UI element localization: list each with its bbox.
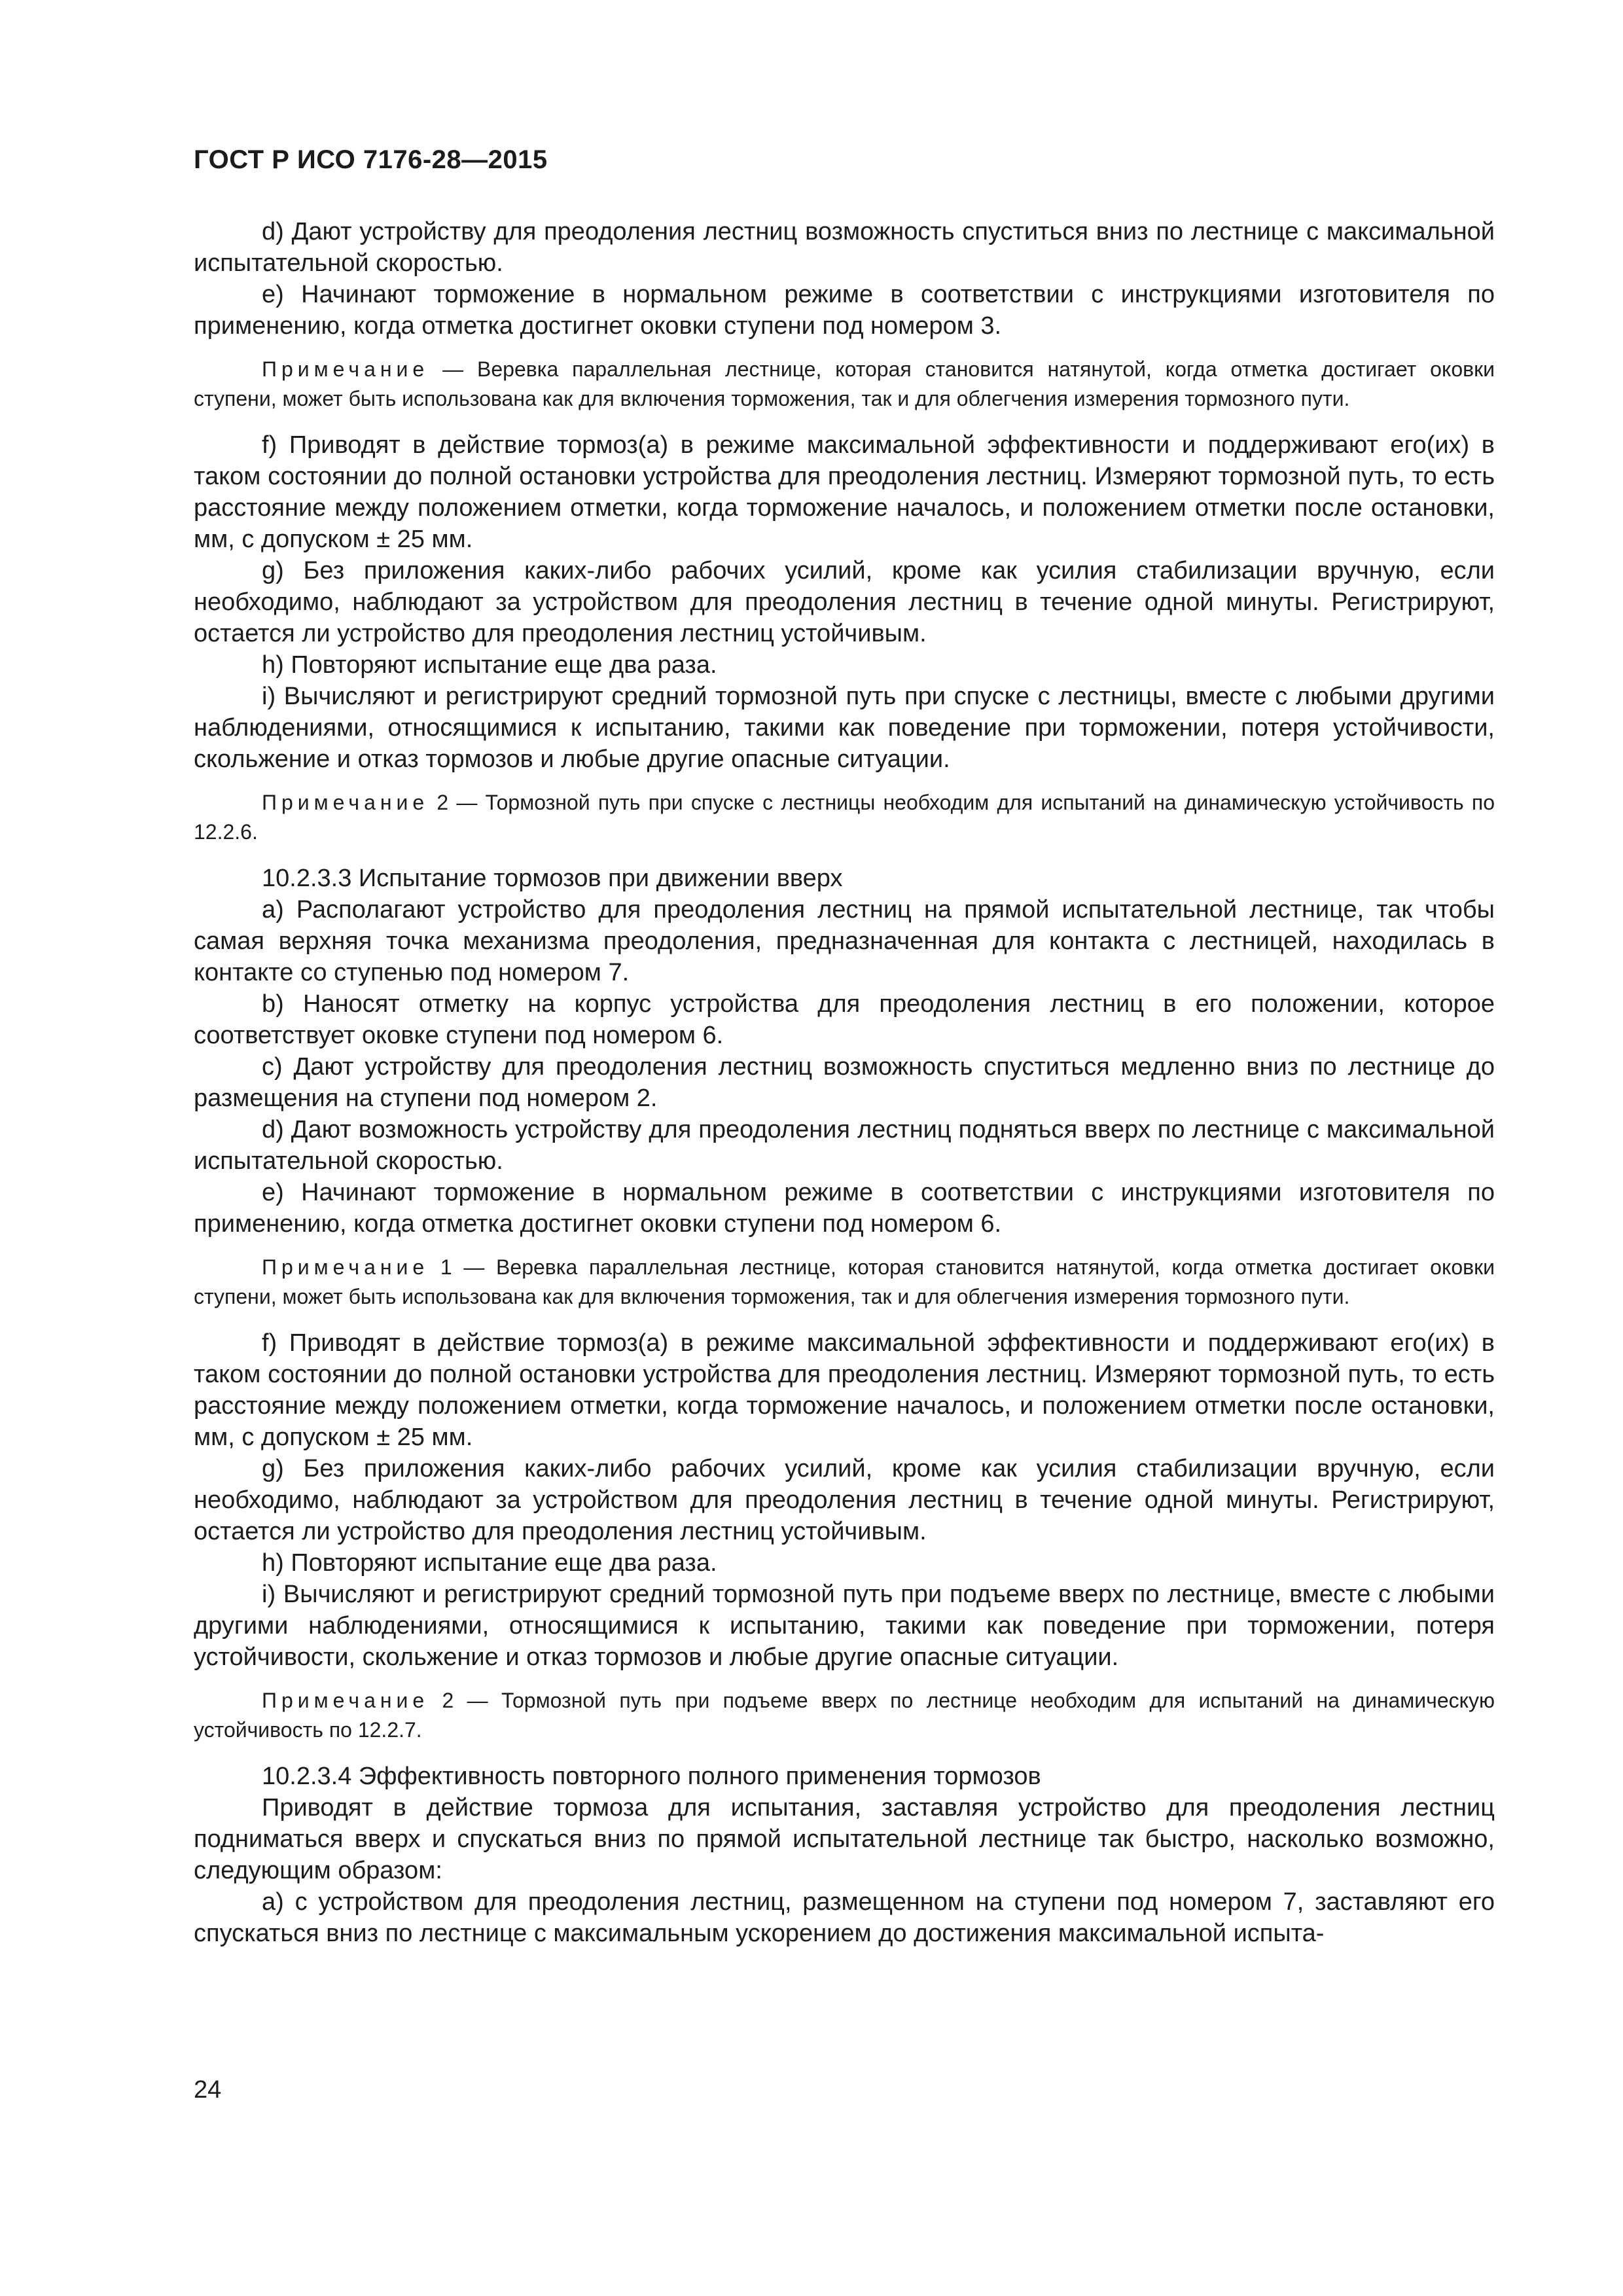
paragraph-a-descend-acceleration: a) с устройством для преодоления лестниц, размещенном на ступени под номером 7, заставляют его спускаться вниз по лестнице с максимальным ускорением до достижения максимальной испыта- <box>194 1888 1495 1947</box>
document-body <box>194 216 1495 1949</box>
note-label: Примечание <box>262 357 429 381</box>
section-heading-10-2-3-3: 10.2.3.3 Испытание тормозов при движении вверх <box>262 865 843 892</box>
note-text: — Веревка параллельная лестнице, которая становится натянутой, когда отметка достигает оковки ступени, может быть использована как для включения торможения, так и для облегчения измерения тормозного пути. <box>194 357 1495 410</box>
paragraph-i-calculate-descent: i) Вычисляют и регистрируют средний тормозной путь при спуске с лестницы, вместе с любыми другими наблюдениями, относящимися к испытанию, такими как поведение при торможении, потеря устойчивости, скольжение и отказ тормозов и любые другие опасные ситуации. <box>194 683 1495 773</box>
note-rope <box>194 355 1495 414</box>
paragraph-e-braking-step-6: e) Начинают торможение в нормальном режиме в соответствии с инструкциями изготовителя по применению, когда отметка достигнет оковки ступени под номером 6. <box>194 1179 1495 1238</box>
paragraph-g-observe-stability: g) Без приложения каких-либо рабочих усилий, кроме как усилия стабилизации вручную, если необходимо, наблюдают за устройством для преодоления лестниц в течение одной минуты. Регистрируют, остается ли устройство для преодоления лестниц устойчивым. <box>194 557 1495 647</box>
page-number: 24 <box>194 2076 222 2104</box>
note-rope-2 <box>194 1253 1495 1312</box>
paragraph-a-position: a) Располагают устройство для преодоления лестниц на прямой испытательной лестнице, так чтобы самая верхняя точка механизма преодоления, предназначенная для контакта с лестницей, находилась в контакте со ступенью под номером 7. <box>194 896 1495 986</box>
note-text: 1 — Веревка параллельная лестнице, которая становится натянутой, когда отметка достигает оковки ступени, может быть использована как для включения торможения, так и для облегчения измерения тормозного пути. <box>194 1255 1495 1308</box>
note-braking-distance-ascent <box>194 1686 1495 1745</box>
note-braking-distance-descent <box>194 788 1495 847</box>
note-label: Примечание <box>262 1255 429 1279</box>
paragraph-f-brake-max-2: f) Приводят в действие тормоз(а) в режиме максимальной эффективности и поддерживают его(их) в таком состоянии до полной остановки устройства для преодоления лестниц. Измеряют тормозной путь, то есть расстояние между положением отметки, когда торможение началось, и положением отметки после остановки, мм, с допуском ± 25 мм. <box>194 1329 1495 1451</box>
paragraph-b-mark: b) Наносят отметку на корпус устройства для преодоления лестниц в его положении, которое соответствует оковке ступени под номером 6. <box>194 990 1495 1049</box>
paragraph-h-repeat-2: h) Повторяют испытание еще два раза. <box>262 1549 717 1577</box>
paragraph-f-brake-max: f) Приводят в действие тормоз(а) в режиме максимальной эффективности и поддерживают его(их) в таком состоянии до полной остановки устройства для преодоления лестниц. Измеряют тормозной путь, то есть расстояние между положением отметки, когда торможение началось, и положением отметки после остановки, мм, с допуском ± 25 мм. <box>194 431 1495 553</box>
paragraph-d-ascend: d) Дают возможность устройству для преодоления лестниц подняться вверх по лестнице с максимальной испытательной скоростью. <box>194 1116 1495 1175</box>
note-label: Примечание <box>262 791 429 814</box>
paragraph-c-descend-slowly: c) Дают устройству для преодоления лестниц возможность спуститься медленно вниз по лестнице до размещения на ступени под номером 2. <box>194 1053 1495 1112</box>
paragraph-i-calculate-ascent: i) Вычисляют и регистрируют средний тормозной путь при подъеме вверх по лестнице, вместе с любыми другими наблюдениями, относящимися к испытанию, такими как поведение при торможении, потеря устойчивости, скольжение и отказ тормозов и любые другие опасные ситуации. <box>194 1581 1495 1671</box>
paragraph-repeated-braking: Приводят в действие тормоза для испытания, заставляя устройство для преодоления лестниц подниматься вверх и спускаться вниз по прямой испытательной лестнице так быстро, насколько возможно, следующим образом: <box>194 1794 1495 1884</box>
note-text: 2 — Тормозной путь при спуске с лестницы необходим для испытаний на динамическую устойчивость по 12.2.6. <box>194 791 1495 844</box>
section-heading-10-2-3-4: 10.2.3.4 Эффективность повторного полного применения тормозов <box>262 1763 1041 1790</box>
note-text: 2 — Тормозной путь при подъеме вверх по лестнице необходим для испытаний на динамическую устойчивость по 12.2.7. <box>194 1689 1495 1742</box>
paragraph-d-descent-speed: d) Дают устройству для преодоления лестниц возможность спуститься вниз по лестнице с максимальной испытательной скоростью. <box>194 218 1495 277</box>
paragraph-g-observe-stability-2: g) Без приложения каких-либо рабочих усилий, кроме как усилия стабилизации вручную, если необходимо, наблюдают за устройством для преодоления лестниц в течение одной минуты. Регистрируют, остается ли устройство для преодоления лестниц устойчивым. <box>194 1455 1495 1545</box>
document-header: ГОСТ Р ИСО 7176-28—2015 <box>194 145 548 174</box>
paragraph-h-repeat: h) Повторяют испытание еще два раза. <box>262 651 717 679</box>
note-label: Примечание <box>262 1689 429 1712</box>
paragraph-e-braking-step-3: e) Начинают торможение в нормальном режиме в соответствии с инструкциями изготовителя по применению, когда отметка достигнет оковки ступени под номером 3. <box>194 281 1495 340</box>
